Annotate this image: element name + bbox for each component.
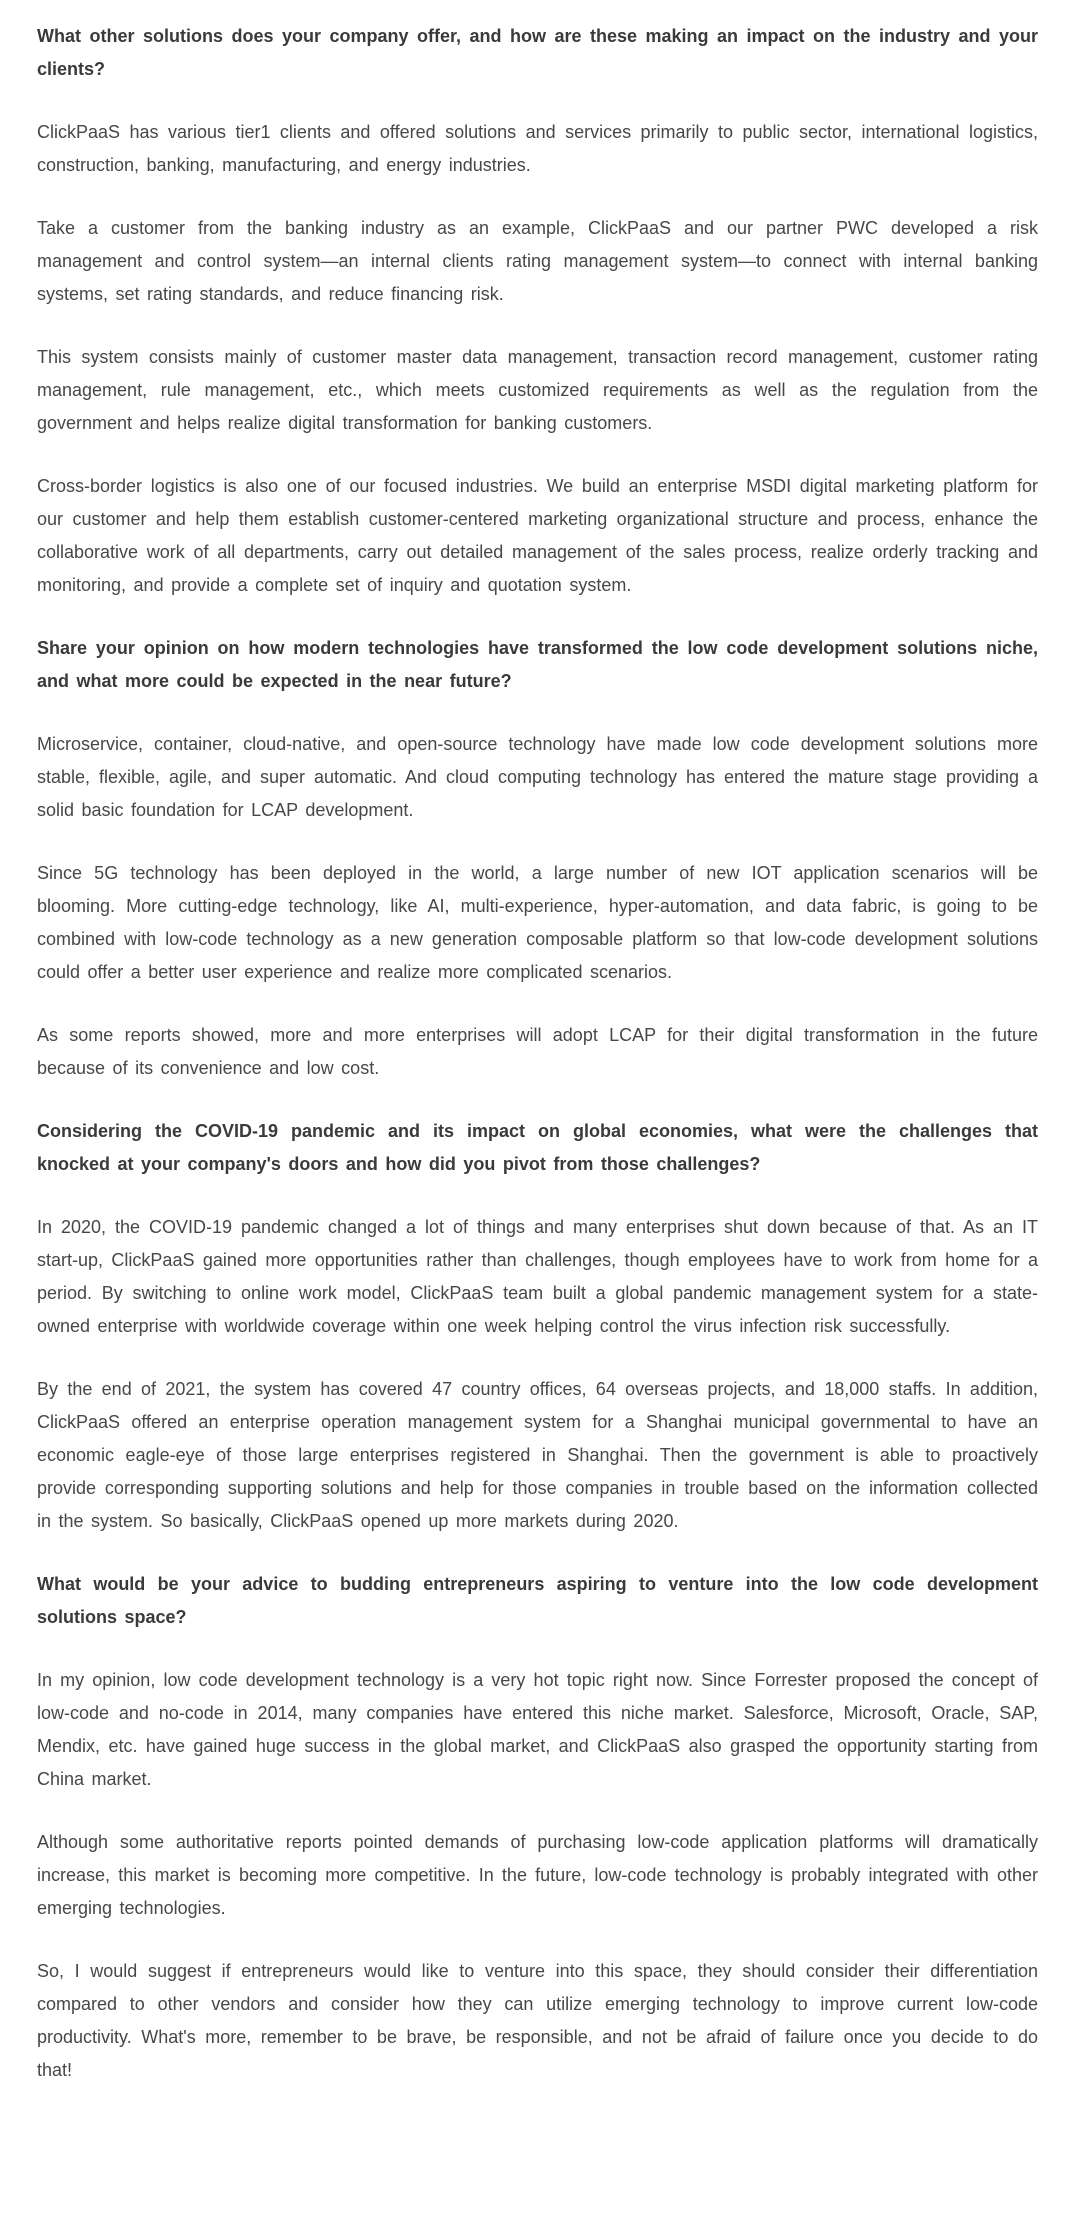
interview-question: What other solutions does your company offer, and how are these making an impact on the industry and your clients? <box>37 26 1038 79</box>
interview-answer-paragraph: So, I would suggest if entrepreneurs would like to venture into this space, they should consider their differentiation compared to other vendors and consider how they can utilize emerging technology to improve current low-code productivity. What's more, remember to be brave, be responsible, and not be afraid of failure once you decide to do that! <box>37 1961 1038 2080</box>
interview-answer-paragraph: By the end of 2021, the system has covered 47 country offices, 64 overseas projects, and 18,000 staffs. In addition, ClickPaaS offered an enterprise operation management system for a Shanghai municipal governmental to have an economic eagle-eye of those large enterprises registered in Shanghai. Then the government is able to proactively provide corresponding supporting solutions and help for those companies in trouble based on the information collected in the system. So basically, ClickPaaS opened up more markets during 2020. <box>37 1379 1038 1531</box>
interview-answer-paragraph: Take a customer from the banking industry as an example, ClickPaaS and our partner PWC developed a risk management and control system—an internal clients rating management system—to connect with internal banking systems, set rating standards, and reduce financing risk. <box>37 218 1038 304</box>
interview-answer-paragraph: In my opinion, low code development technology is a very hot topic right now. Since Forrester proposed the concept of low-code and no-code in 2014, many companies have entered this niche market. Salesforce, Microsoft, Oracle, SAP, Mendix, etc. have gained huge success in the global market, and ClickPaaS also grasped the opportunity starting from China market. <box>37 1670 1038 1789</box>
interview-answer-paragraph: This system consists mainly of customer master data management, transaction record management, customer rating management, rule management, etc., which meets customized requirements as well as the regulation from the government and helps realize digital transformation for banking customers. <box>37 347 1038 433</box>
interview-answer-paragraph: Cross-border logistics is also one of our focused industries. We build an enterprise MSDI digital marketing platform for our customer and help them establish customer-centered marketing organizational structure and process, enhance the collaborative work of all departments, carry out detailed management of the sales process, realize orderly tracking and monitoring, and provide a complete set of inquiry and quotation system. <box>37 476 1038 595</box>
interview-question: What would be your advice to budding entrepreneurs aspiring to venture into the low code development solutions space? <box>37 1574 1038 1627</box>
interview-answer-paragraph: ClickPaaS has various tier1 clients and offered solutions and services primarily to public sector, international logistics, construction, banking, manufacturing, and energy industries. <box>37 122 1038 175</box>
interview-answer-paragraph: Microservice, container, cloud-native, and open-source technology have made low code development solutions more stable, flexible, agile, and super automatic. And cloud computing technology has entered the mature stage providing a solid basic foundation for LCAP development. <box>37 734 1038 820</box>
interview-question: Share your opinion on how modern technologies have transformed the low code development solutions niche, and what more could be expected in the near future? <box>37 638 1038 691</box>
interview-answer-paragraph: In 2020, the COVID-19 pandemic changed a lot of things and many enterprises shut down because of that. As an IT start-up, ClickPaaS gained more opportunities rather than challenges, though employees have to work from home for a period. By switching to online work model, ClickPaaS team built a global pandemic management system for a state-owned enterprise with worldwide coverage within one week helping control the virus infection risk successfully. <box>37 1217 1038 1336</box>
interview-answer-paragraph: Since 5G technology has been deployed in the world, a large number of new IOT application scenarios will be blooming. More cutting-edge technology, like AI, multi-experience, hyper-automation, and data fabric, is going to be combined with low-code technology as a new generation composable platform so that low-code development solutions could offer a better user experience and realize more complicated scenarios. <box>37 863 1038 982</box>
interview-answer-paragraph: Although some authoritative reports pointed demands of purchasing low-code application platforms will dramatically increase, this market is becoming more competitive. In the future, low-code technology is probably integrated with other emerging technologies. <box>37 1832 1038 1918</box>
interview-answer-paragraph: As some reports showed, more and more enterprises will adopt LCAP for their digital transformation in the future because of its convenience and low cost. <box>37 1025 1038 1078</box>
interview-question: Considering the COVID-19 pandemic and its impact on global economies, what were the challenges that knocked at your company's doors and how did you pivot from those challenges? <box>37 1121 1038 1174</box>
